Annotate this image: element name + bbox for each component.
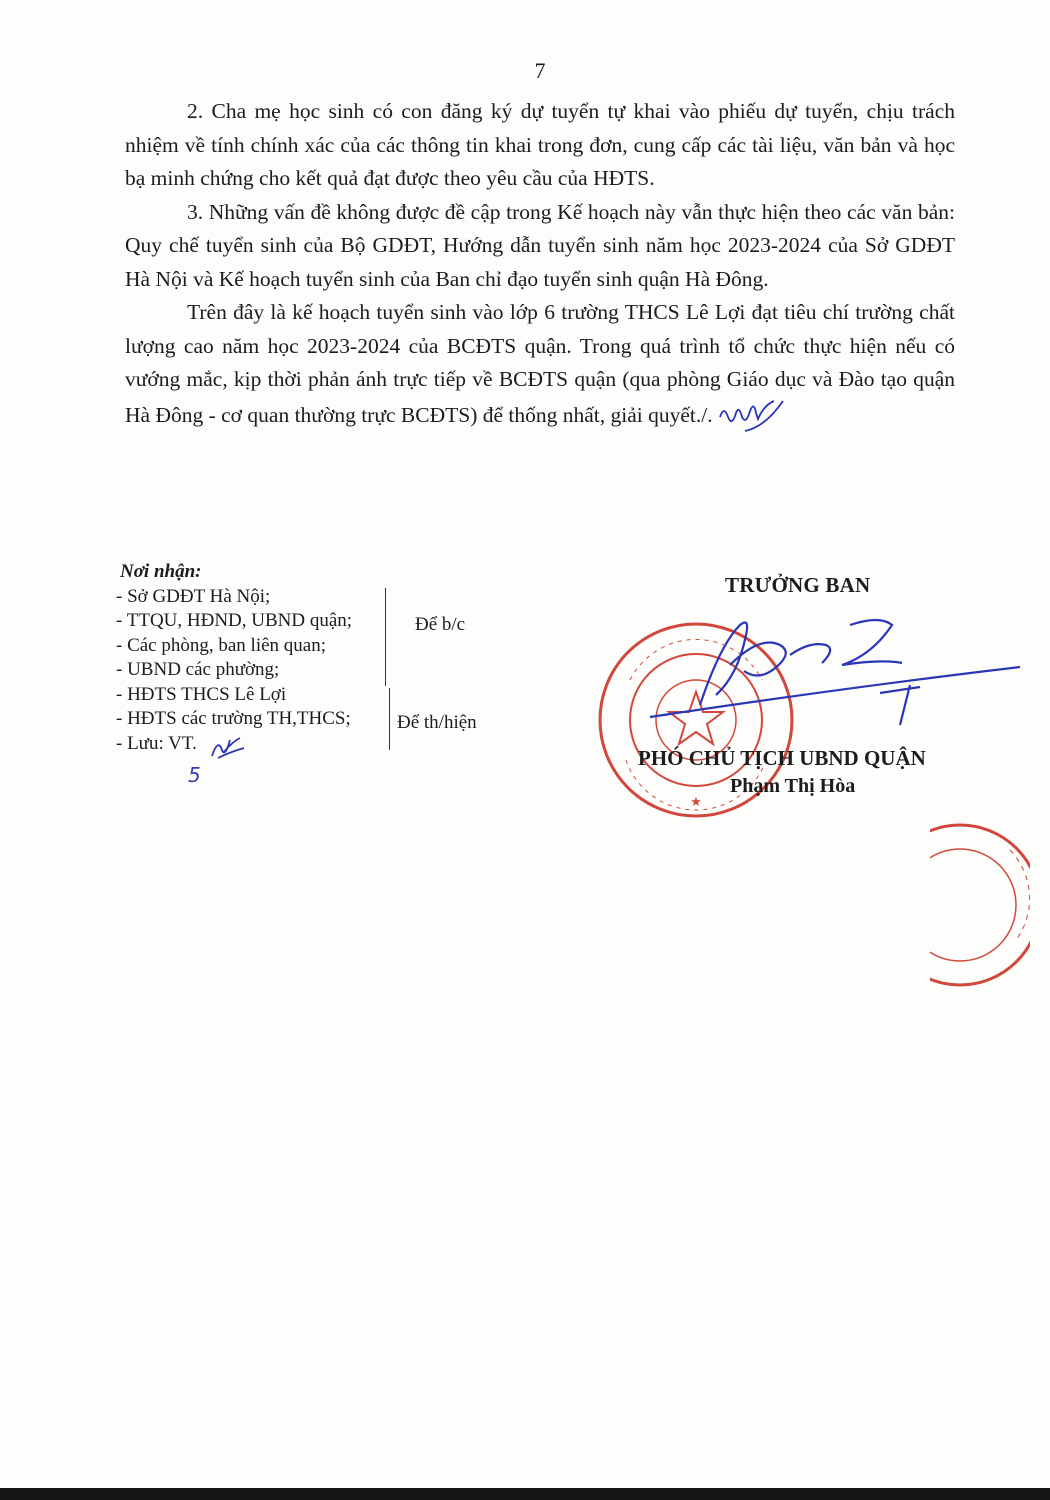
recipient-item: - HĐTS THCS Lê Lợi xyxy=(116,683,287,705)
paragraph-2: 2. Cha mẹ học sinh có con đăng ký dự tuyển tự khai vào phiếu dự tuyển, chịu trách nhiệm về tính chính xác của các thông tin khai trong đơn, cung cấp các tài liệu, văn bản và học bạ minh chứng cho kết quả đạt được theo yêu cầu của HĐTS. xyxy=(125,99,955,190)
partial-seal-icon xyxy=(930,820,1030,990)
handwritten-signature-icon xyxy=(640,605,1040,745)
group2-note: Để th/hiện xyxy=(397,712,477,733)
group2-divider xyxy=(389,688,390,750)
recipients-block xyxy=(110,560,352,756)
handwritten-count: 5 xyxy=(188,763,201,787)
archive-initials-icon xyxy=(210,734,250,762)
group1-note: Để b/c xyxy=(415,614,466,635)
body-text xyxy=(125,95,955,437)
paragraph-closing xyxy=(125,296,955,437)
initials-mark-icon xyxy=(715,397,795,437)
recipient-item: - HĐTS các trường TH,THCS; xyxy=(116,708,351,729)
page-number: 7 xyxy=(534,58,546,83)
recipient-item: - UBND các phường; xyxy=(116,659,280,680)
group1-divider xyxy=(385,588,386,686)
signature-title: TRƯỞNG BAN xyxy=(725,573,871,597)
recipient-item: - Các phòng, ban liên quan; xyxy=(116,634,327,656)
signer-position: PHÓ CHỦ TỊCH UBND QUẬN xyxy=(638,746,926,770)
recipients-title: Nơi nhận: xyxy=(120,561,202,582)
recipient-item: - TTQU, HĐND, UBND quận; xyxy=(116,610,353,631)
recipient-item: - Sở GDĐT Hà Nội; xyxy=(116,585,271,607)
signer-name: Phạm Thị Hòa xyxy=(730,775,856,797)
closing-text: Trên đây là kế hoạch tuyển sinh vào lớp 6 trường THCS Lê Lợi đạt tiêu chí trường chất lượng cao năm học 2023-2024 của BCĐTS quận. Trong quá trình tổ chức thực hiện nếu có vướng mắc, kịp thời phản ánh trực tiếp về BCĐTS quận (qua phòng Giáo dục và Đào tạo quận Hà Đông - cơ quan thường trực BCĐTS) để thống nhất, giải quyết./. xyxy=(125,300,955,427)
svg-text:★: ★ xyxy=(690,794,702,809)
scan-edge xyxy=(0,1488,1050,1500)
paragraph-3: 3. Những vấn đề không được đề cập trong Kế hoạch này vẫn thực hiện theo các văn bản: Quy chế tuyển sinh của Bộ GDĐT, Hướng dẫn tuyển sinh năm học 2023-2024 của Sở GDĐT Hà Nội và Kế hoạch tuyển sinh của Ban chỉ đạo tuyển sinh quận Hà Đông. xyxy=(125,199,955,291)
recipients-list xyxy=(110,585,352,757)
recipient-item: - Lưu: VT. xyxy=(116,732,197,754)
